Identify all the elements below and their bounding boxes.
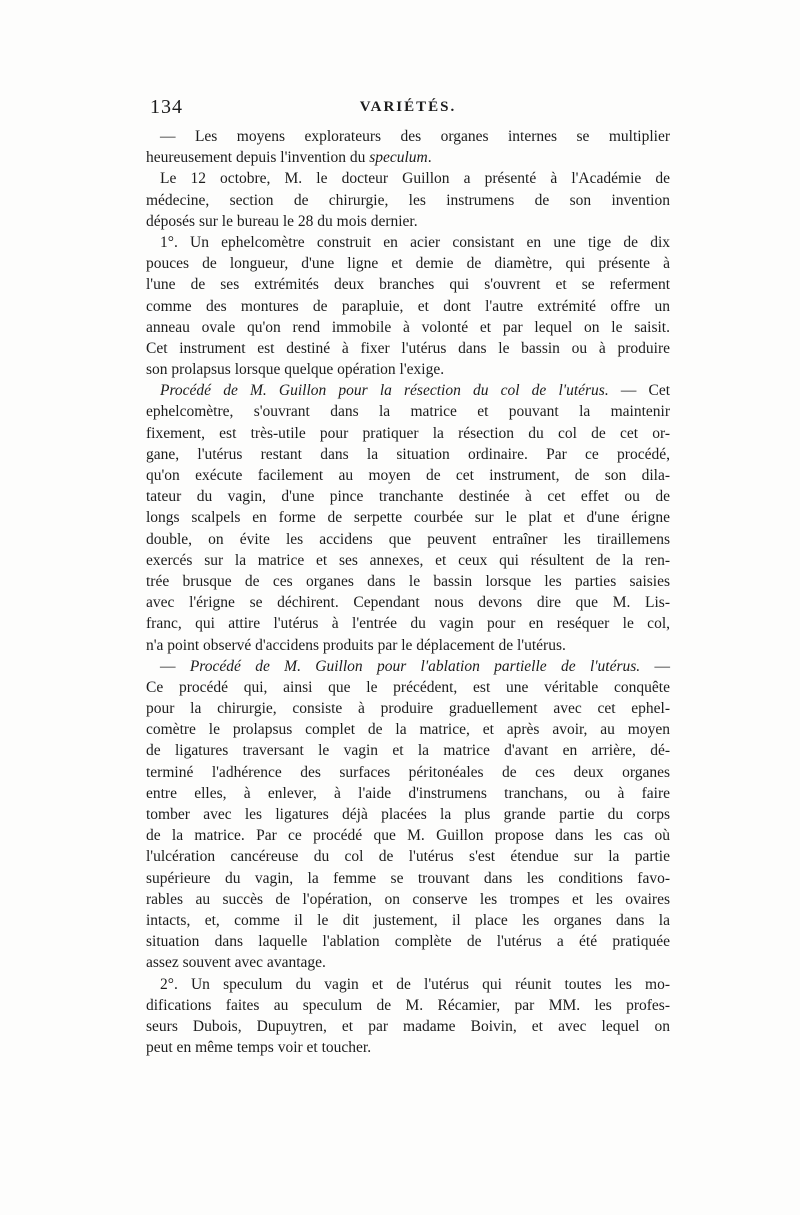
text-line: trée brusque de ces organes dans le bassin lorsque les parties saisies [146,572,670,590]
text-line: tateur du vagin, d'une pince tranchante destinée à cet effet ou de [146,488,670,506]
text-line: gane, l'utérus restant dans la situation ordinaire. Par ce procédé, [146,445,670,463]
text-line: longs scalpels en forme de serpette courbée sur le plat et d'une érigne [146,509,670,527]
text-line: déposés sur le bureau le 28 du mois dernier. [146,212,418,230]
text-line: intacts, et, comme il le dit justement, il place les organes dans la [146,911,670,929]
text-line: n'a point observé d'accidens produits par le déplacement de l'utérus. [146,636,566,654]
text-line: assez souvent avec avantage. [146,954,326,972]
text-line: 2°. Un speculum du vagin et de l'utérus qui réunit toutes les mo- [160,975,670,993]
text-line: tomber avec les ligatures déjà placées la plus grande partie du corps [146,806,670,823]
text-line: Cet instrument est destiné à fixer l'utérus dans le bassin ou à produire [146,339,670,357]
text-line: entre elles, à enlever, à l'aide d'instrumens tranchans, ou à faire [146,784,670,802]
text-line: anneau ovale qu'on rend immobile à volonté et par lequel on le saisit. [146,318,670,336]
text-line: rables au succès de l'opération, on conserve les trompes et les ovaires [146,890,670,908]
text-line: Le 12 octobre, M. le docteur Guillon a présenté à l'Académie de [160,170,670,188]
body-text [146,126,670,1058]
text-line: — Procédé de M. Guillon pour l'ablation partielle de l'utérus. — [160,657,671,675]
text-line: exercés sur la matrice et ses annexes, et ceux qui résultent de la ren- [146,551,670,569]
text-line: franc, qui attire l'utérus à l'entrée du vagin pour en reséquer le col, [146,615,670,633]
running-head: VARIÉTÉS. [359,99,457,115]
text-line: comètre le prolapsus complet de la matrice, et après avoir, au moyen [146,721,670,739]
text-line: fixement, est très-utile pour pratiquer la résection du col de cet or- [146,424,670,442]
text-line: de la matrice. Par ce procédé que M. Guillon propose dans les cas où [146,827,670,845]
text-line: double, on évite les accidens que peuvent entraîner les tiraillemens [146,530,670,548]
text-line: — Les moyens explorateurs des organes internes se multiplier [160,128,670,145]
text-line: pour la chirurgie, consiste à produire graduellement avec cet ephel- [146,700,670,718]
text-line: qu'on exécute facilement au moyen de cet instrument, de son dila- [146,467,670,484]
text-line: ephelcomètre, s'ouvrant dans la matrice et pouvant la maintenir [146,403,670,421]
text-line: situation dans laquelle l'ablation complète de l'utérus a été pratiquée [146,933,670,951]
text-line: Ce procédé qui, ainsi que le précédent, est une véritable conquête [146,678,670,696]
page-header [150,96,666,126]
text-line: l'ulcération cancéreuse du col de l'utérus s'est étendue sur la partie [146,848,670,866]
text-line: médecine, section de chirurgie, les instrumens de son invention [146,191,670,209]
text-line: avec l'érigne se déchirent. Cependant nous devons dire que M. Lis- [146,594,670,612]
text-line: 1°. Un ephelcomètre construit en acier consistant en une tige de dix [160,233,670,251]
text-line: comme des montures de parapluie, et dont l'autre extrémité offre un [146,297,670,315]
text-line: heureusement depuis l'invention du speculum. [146,149,432,167]
text-line: difications faites au speculum de M. Récamier, par MM. les profes- [146,996,670,1014]
text-line: l'une de ses extrémités deux branches qui s'ouvrent et se referment [146,276,670,294]
text-line: Procédé de M. Guillon pour la résection du col de l'utérus. — Cet [160,382,671,400]
text-line: de ligatures traversant le vagin et la matrice d'avant en arrière, dé- [146,742,670,760]
text-line: peut en même temps voir et toucher. [146,1039,372,1057]
text-line: son prolapsus lorsque quelque opération l'exige. [146,361,445,379]
text-line: pouces de longueur, d'une ligne et demie de diamètre, qui présente à [146,255,670,273]
text-line: supérieure du vagin, la femme se trouvant dans les conditions favo- [146,869,670,887]
text-line: terminé l'adhérence des surfaces péritonéales de ces deux organes [146,763,670,781]
text-line: seurs Dubois, Dupuytren, et par madame Boivin, et avec lequel on [146,1017,670,1035]
page-number: 134 [150,96,183,118]
